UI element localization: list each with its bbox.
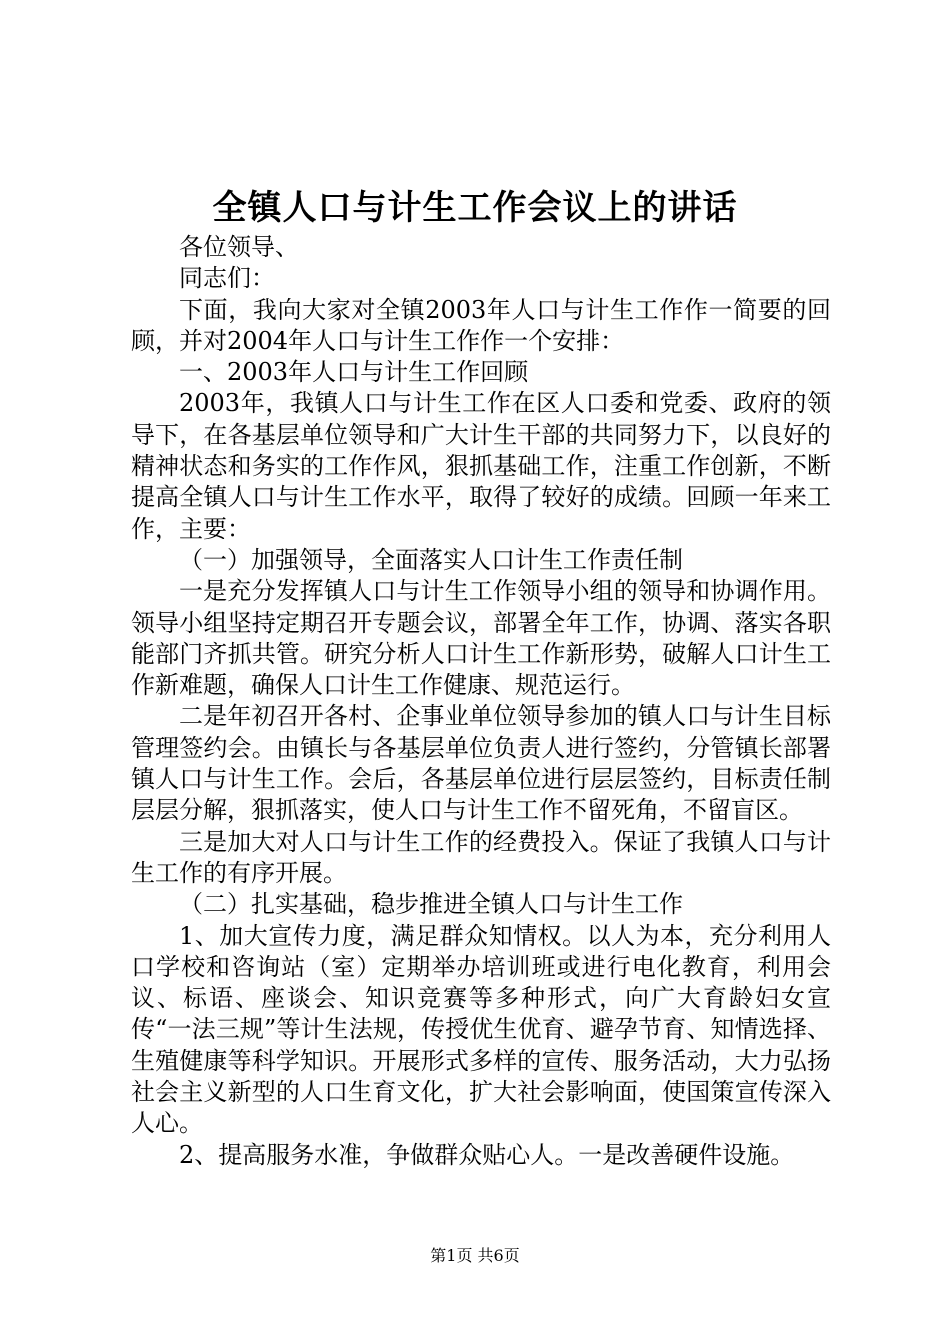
paragraph-point-three: 三是加大对人口与计生工作的经费投入。保证了我镇人口与计生工作的有序开展。 xyxy=(131,827,831,887)
paragraph-intro: 下面，我向大家对全镇2003年人口与计生工作作一简要的回顾，并对2004年人口与计生工作作一个安排： xyxy=(131,295,831,355)
section-heading-review: 一、2003年人口与计生工作回顾 xyxy=(179,358,529,387)
paragraph-point-one: 一是充分发挥镇人口与计生工作领导小组的领导和协调作用。领导小组坚持定期召开专题会议，部署全年工作，协调、落实各职能部门齐抓共管。研究分析人口计生工作新形势，破解人口计生工作新难题，确保人口计生工作健康、规范运行。 xyxy=(131,577,831,700)
paragraph-salutation-comrades: 同志们： xyxy=(179,264,275,293)
document-body xyxy=(131,232,831,1171)
document-title: 全镇人口与计生工作会议上的讲话 xyxy=(212,188,738,228)
subsection-heading-leadership: （一）加强领导，全面落实人口计生工作责任制 xyxy=(179,545,683,574)
paragraph-point-two: 二是年初召开各村、企事业单位领导参加的镇人口与计生目标管理签约会。由镇长与各基层单位负责人进行签约，分管镇长部署镇人口与计生工作。会后，各基层单位进行层层签约，目标责任制层层分解，狠抓落实，使人口与计生工作不留死角，不留盲区。 xyxy=(131,702,831,825)
paragraph-service: 2、提高服务水准，争做群众贴心人。一是改善硬件设施。 xyxy=(179,1140,795,1169)
page-number: 第1页 共6页 xyxy=(430,1246,520,1265)
paragraph-review-summary: 2003年，我镇人口与计生工作在区人口委和党委、政府的领导下，在各基层单位领导和广大计生干部的共同努力下，以良好的精神状态和务实的工作作风，狠抓基础工作，注重工作创新，不断提高全镇人口与计生工作水平，取得了较好的成绩。回顾一年来工作，主要： xyxy=(131,389,831,543)
paragraph-salutation-leaders: 各位领导、 xyxy=(179,233,299,261)
subsection-heading-foundation: （二）扎实基础，稳步推进全镇人口与计生工作 xyxy=(179,890,683,919)
paragraph-publicity: 1、加大宣传力度，满足群众知情权。以人为本，充分利用人口学校和咨询站（室）定期举办培训班或进行电化教育，利用会议、标语、座谈会、知识竞赛等多种形式，向广大育龄妇女宣传“一法三规”等计生法规，传授优生优育、避孕节育、知情选择、生殖健康等科学知识。开展形式多样的宣传、服务活动，大力弘扬社会主义新型的人口生育文化，扩大社会影响面，使国策宣传深入人心。 xyxy=(131,921,831,1138)
